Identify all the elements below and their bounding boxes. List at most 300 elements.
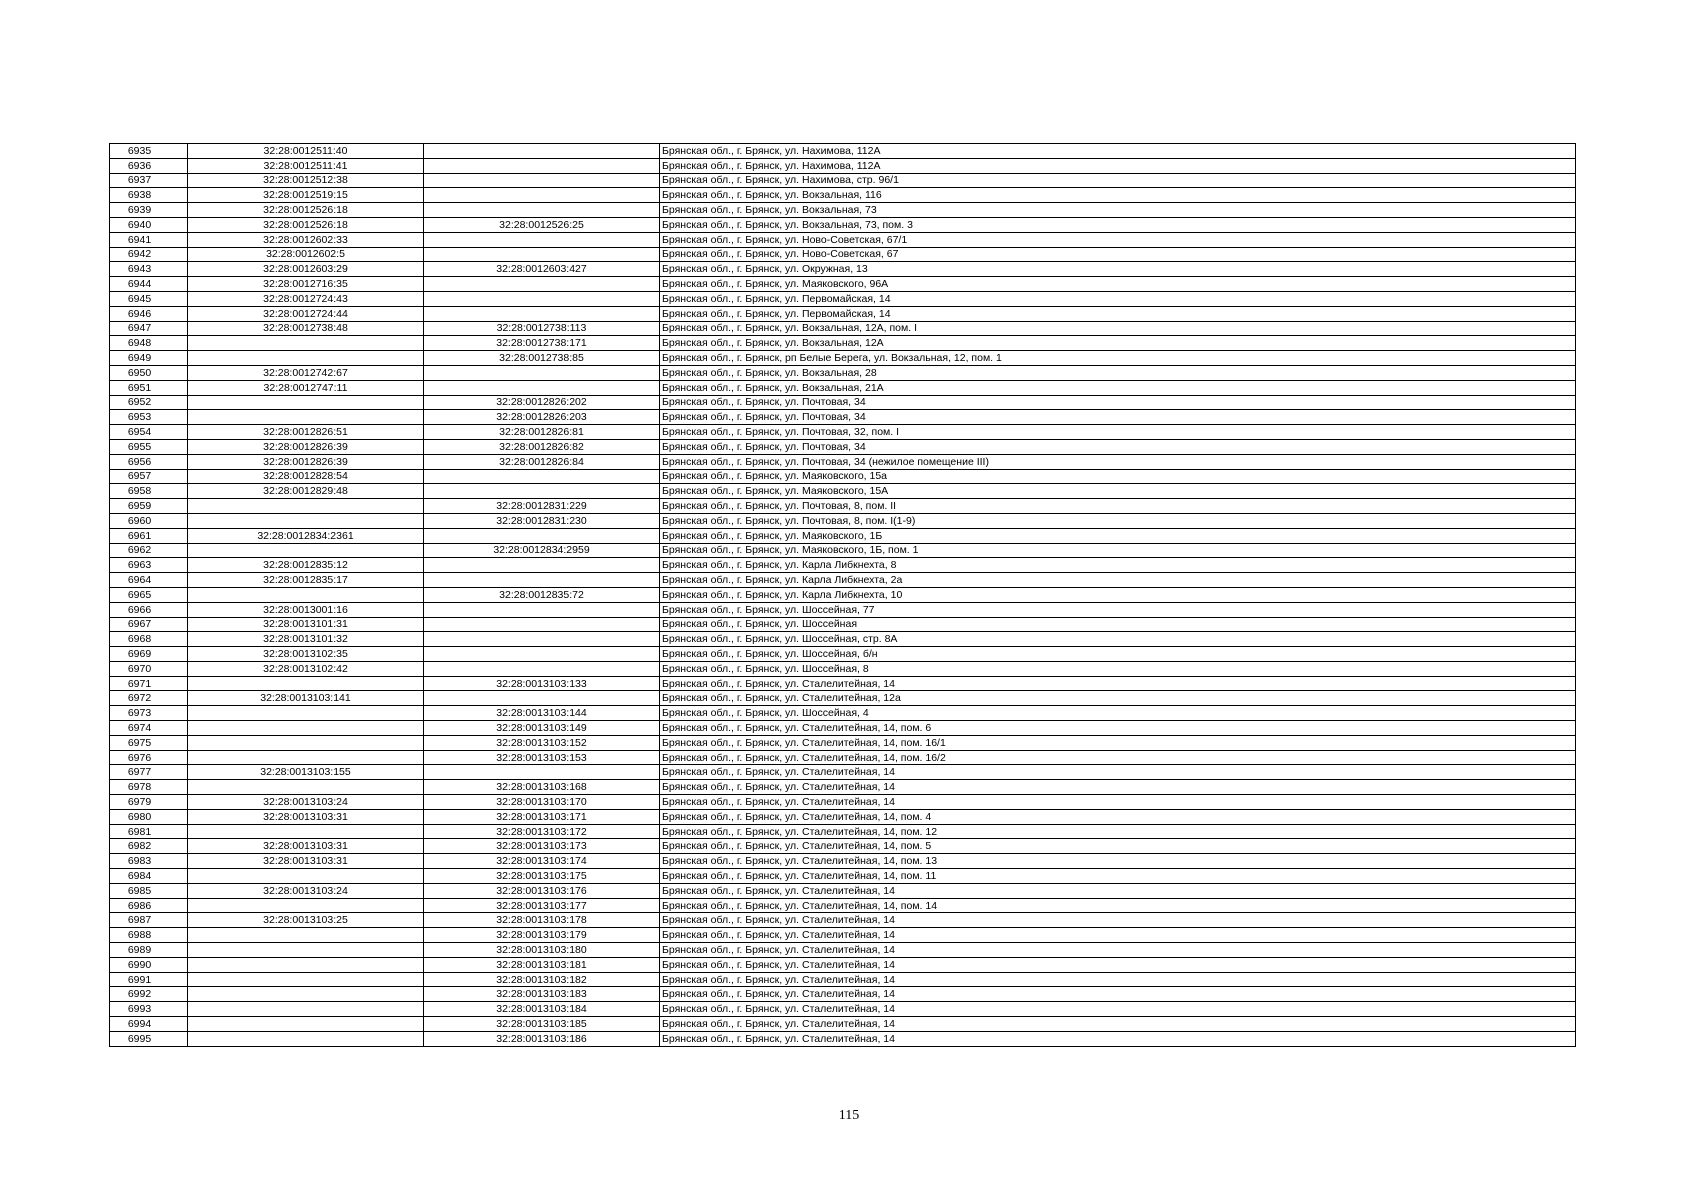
land-plot-cadastral-cell: 32:28:0012602:5 [188,247,424,262]
address-cell: Брянская обл., г. Брянск, ул. Сталелитейная, 14 [660,987,1576,1002]
table-row [110,957,1576,972]
table-row [110,425,1576,440]
object-cadastral-cell: 32:28:0013103:182 [424,972,660,987]
land-plot-cadastral-cell [188,735,424,750]
row-number-cell: 6993 [110,1002,188,1017]
row-number-cell: 6976 [110,750,188,765]
land-plot-cadastral-cell [188,869,424,884]
land-plot-cadastral-cell: 32:28:0012512:38 [188,173,424,188]
land-plot-cadastral-cell: 32:28:0012742:67 [188,365,424,380]
land-plot-cadastral-cell: 32:28:0012724:44 [188,306,424,321]
object-cadastral-cell: 32:28:0013103:180 [424,943,660,958]
table-row [110,795,1576,810]
row-number-cell: 6992 [110,987,188,1002]
row-number-cell: 6973 [110,706,188,721]
row-number-cell: 6946 [110,306,188,321]
address-cell: Брянская обл., г. Брянск, ул. Окружная, 13 [660,262,1576,277]
address-cell: Брянская обл., г. Брянск, ул. Нахимова, 112А [660,144,1576,159]
address-cell: Брянская обл., г. Брянск, ул. Почтовая, 32, пом. I [660,425,1576,440]
row-number-cell: 6979 [110,795,188,810]
register-table [109,143,1576,1047]
row-number-cell: 6969 [110,647,188,662]
address-cell: Брянская обл., г. Брянск, ул. Сталелитейная, 14, пом. 16/2 [660,750,1576,765]
object-cadastral-cell: 32:28:0013103:176 [424,883,660,898]
object-cadastral-cell [424,232,660,247]
table-row [110,277,1576,292]
table-row [110,839,1576,854]
object-cadastral-cell: 32:28:0013103:152 [424,735,660,750]
object-cadastral-cell: 32:28:0012831:229 [424,499,660,514]
row-number-cell: 6935 [110,144,188,159]
row-number-cell: 6971 [110,676,188,691]
row-number-cell: 6995 [110,1031,188,1046]
land-plot-cadastral-cell: 32:28:0012747:11 [188,380,424,395]
row-number-cell: 6940 [110,217,188,232]
land-plot-cadastral-cell [188,1031,424,1046]
object-cadastral-cell [424,469,660,484]
page-number: 115 [838,1108,860,1123]
row-number-cell: 6974 [110,721,188,736]
table-row [110,854,1576,869]
table-row [110,336,1576,351]
table-row [110,188,1576,203]
object-cadastral-cell: 32:28:0013103:184 [424,1002,660,1017]
table-row [110,691,1576,706]
table-row [110,661,1576,676]
object-cadastral-cell: 32:28:0013103:185 [424,1017,660,1032]
table-row [110,469,1576,484]
row-number-cell: 6982 [110,839,188,854]
land-plot-cadastral-cell: 32:28:0012724:43 [188,291,424,306]
table-row [110,528,1576,543]
object-cadastral-cell [424,306,660,321]
table-row [110,573,1576,588]
row-number-cell: 6942 [110,247,188,262]
object-cadastral-cell [424,158,660,173]
row-number-cell: 6938 [110,188,188,203]
object-cadastral-cell [424,528,660,543]
address-cell: Брянская обл., г. Брянск, ул. Шоссейная, стр. 8А [660,632,1576,647]
land-plot-cadastral-cell: 32:28:0013103:24 [188,795,424,810]
row-number-cell: 6983 [110,854,188,869]
table-row [110,173,1576,188]
object-cadastral-cell: 32:28:0013103:149 [424,721,660,736]
row-number-cell: 6956 [110,454,188,469]
table-row [110,735,1576,750]
object-cadastral-cell: 32:28:0013103:144 [424,706,660,721]
object-cadastral-cell: 32:28:0012826:84 [424,454,660,469]
address-cell: Брянская обл., г. Брянск, ул. Сталелитейная, 14 [660,780,1576,795]
land-plot-cadastral-cell [188,898,424,913]
row-number-cell: 6961 [110,528,188,543]
row-number-cell: 6962 [110,543,188,558]
address-cell: Брянская обл., г. Брянск, ул. Сталелитейная, 14, пом. 12 [660,824,1576,839]
row-number-cell: 6958 [110,484,188,499]
address-cell: Брянская обл., г. Брянск, ул. Ново-Советская, 67/1 [660,232,1576,247]
address-cell: Брянская обл., г. Брянск, ул. Сталелитейная, 14 [660,1031,1576,1046]
address-cell: Брянская обл., г. Брянск, ул. Вокзальная, 116 [660,188,1576,203]
row-number-cell: 6994 [110,1017,188,1032]
table-row [110,484,1576,499]
address-cell: Брянская обл., г. Брянск, ул. Первомайская, 14 [660,291,1576,306]
row-number-cell: 6965 [110,587,188,602]
object-cadastral-cell: 32:28:0012738:171 [424,336,660,351]
table-row [110,499,1576,514]
object-cadastral-cell [424,173,660,188]
row-number-cell: 6985 [110,883,188,898]
table-row [110,306,1576,321]
table-row [110,543,1576,558]
land-plot-cadastral-cell: 32:28:0012828:54 [188,469,424,484]
row-number-cell: 6955 [110,439,188,454]
land-plot-cadastral-cell: 32:28:0012835:12 [188,558,424,573]
object-cadastral-cell: 32:28:0012835:72 [424,587,660,602]
land-plot-cadastral-cell: 32:28:0013102:42 [188,661,424,676]
row-number-cell: 6975 [110,735,188,750]
land-plot-cadastral-cell: 32:28:0012738:48 [188,321,424,336]
address-cell: Брянская обл., г. Брянск, ул. Шоссейная, 77 [660,602,1576,617]
address-cell: Брянская обл., г. Брянск, ул. Нахимова, 112А [660,158,1576,173]
land-plot-cadastral-cell: 32:28:0013103:31 [188,839,424,854]
row-number-cell: 6980 [110,809,188,824]
address-cell: Брянская обл., г. Брянск, ул. Сталелитейная, 14, пом. 13 [660,854,1576,869]
row-number-cell: 6945 [110,291,188,306]
table-row [110,410,1576,425]
land-plot-cadastral-cell: 32:28:0012511:41 [188,158,424,173]
table-row [110,706,1576,721]
table-row [110,1017,1576,1032]
address-cell: Брянская обл., г. Брянск, ул. Карла Либкнехта, 10 [660,587,1576,602]
land-plot-cadastral-cell: 32:28:0012826:51 [188,425,424,440]
address-cell: Брянская обл., г. Брянск, ул. Сталелитейная, 14, пом. 4 [660,809,1576,824]
object-cadastral-cell [424,632,660,647]
table-row [110,454,1576,469]
address-cell: Брянская обл., г. Брянск, ул. Шоссейная [660,617,1576,632]
object-cadastral-cell [424,247,660,262]
row-number-cell: 6972 [110,691,188,706]
row-number-cell: 6968 [110,632,188,647]
table-row [110,158,1576,173]
land-plot-cadastral-cell [188,676,424,691]
address-cell: Брянская обл., г. Брянск, ул. Маяковского, 15А [660,484,1576,499]
land-plot-cadastral-cell: 32:28:0012835:17 [188,573,424,588]
object-cadastral-cell: 32:28:0012826:81 [424,425,660,440]
land-plot-cadastral-cell [188,395,424,410]
table-row [110,676,1576,691]
address-cell: Брянская обл., г. Брянск, ул. Ново-Советская, 67 [660,247,1576,262]
table-row [110,632,1576,647]
address-cell: Брянская обл., г. Брянск, ул. Маяковского, 1Б, пом. 1 [660,543,1576,558]
land-plot-cadastral-cell [188,513,424,528]
object-cadastral-cell: 32:28:0012826:202 [424,395,660,410]
table-row [110,824,1576,839]
row-number-cell: 6944 [110,277,188,292]
land-plot-cadastral-cell: 32:28:0013103:24 [188,883,424,898]
table-row [110,647,1576,662]
object-cadastral-cell [424,573,660,588]
land-plot-cadastral-cell [188,410,424,425]
address-cell: Брянская обл., г. Брянск, ул. Вокзальная, 12А, пом. I [660,321,1576,336]
row-number-cell: 6964 [110,573,188,588]
address-cell: Брянская обл., г. Брянск, ул. Сталелитейная, 14 [660,943,1576,958]
row-number-cell: 6951 [110,380,188,395]
object-cadastral-cell [424,380,660,395]
land-plot-cadastral-cell [188,987,424,1002]
land-plot-cadastral-cell [188,824,424,839]
object-cadastral-cell: 32:28:0013103:171 [424,809,660,824]
table-row [110,439,1576,454]
address-cell: Брянская обл., г. Брянск, ул. Сталелитейная, 14, пом. 11 [660,869,1576,884]
land-plot-cadastral-cell [188,780,424,795]
address-cell: Брянская обл., г. Брянск, ул. Сталелитейная, 14 [660,1017,1576,1032]
object-cadastral-cell [424,203,660,218]
address-cell: Брянская обл., г. Брянск, ул. Вокзальная, 73 [660,203,1576,218]
row-number-cell: 6957 [110,469,188,484]
table-row [110,765,1576,780]
object-cadastral-cell [424,647,660,662]
row-number-cell: 6939 [110,203,188,218]
land-plot-cadastral-cell [188,721,424,736]
object-cadastral-cell: 32:28:0013103:170 [424,795,660,810]
land-plot-cadastral-cell [188,706,424,721]
land-plot-cadastral-cell: 32:28:0012826:39 [188,439,424,454]
address-cell: Брянская обл., г. Брянск, ул. Сталелитейная, 14, пом. 5 [660,839,1576,854]
table-row [110,913,1576,928]
address-cell: Брянская обл., г. Брянск, ул. Вокзальная, 73, пом. 3 [660,217,1576,232]
address-cell: Брянская обл., г. Брянск, ул. Сталелитейная, 14, пом. 14 [660,898,1576,913]
object-cadastral-cell: 32:28:0012738:85 [424,351,660,366]
land-plot-cadastral-cell [188,943,424,958]
row-number-cell: 6963 [110,558,188,573]
object-cadastral-cell: 32:28:0012526:25 [424,217,660,232]
table-row [110,1031,1576,1046]
row-number-cell: 6989 [110,943,188,958]
address-cell: Брянская обл., г. Брянск, ул. Почтовая, 34 (нежилое помещение III) [660,454,1576,469]
land-plot-cadastral-cell: 32:28:0012834:2361 [188,528,424,543]
object-cadastral-cell: 32:28:0013103:175 [424,869,660,884]
object-cadastral-cell: 32:28:0013103:186 [424,1031,660,1046]
object-cadastral-cell: 32:28:0013103:168 [424,780,660,795]
object-cadastral-cell: 32:28:0013103:177 [424,898,660,913]
land-plot-cadastral-cell: 32:28:0012519:15 [188,188,424,203]
object-cadastral-cell [424,691,660,706]
object-cadastral-cell [424,484,660,499]
address-cell: Брянская обл., г. Брянск, ул. Сталелитейная, 14 [660,765,1576,780]
row-number-cell: 6959 [110,499,188,514]
address-cell: Брянская обл., г. Брянск, ул. Сталелитейная, 14 [660,1002,1576,1017]
address-cell: Брянская обл., г. Брянск, ул. Почтовая, 8, пом. I(1-9) [660,513,1576,528]
object-cadastral-cell [424,277,660,292]
address-cell: Брянская обл., г. Брянск, ул. Сталелитейная, 14 [660,676,1576,691]
object-cadastral-cell: 32:28:0013103:174 [424,854,660,869]
row-number-cell: 6991 [110,972,188,987]
object-cadastral-cell: 32:28:0013103:181 [424,957,660,972]
land-plot-cadastral-cell: 32:28:0013103:155 [188,765,424,780]
object-cadastral-cell: 32:28:0012834:2959 [424,543,660,558]
table-row [110,217,1576,232]
object-cadastral-cell: 32:28:0013103:173 [424,839,660,854]
row-number-cell: 6960 [110,513,188,528]
row-number-cell: 6986 [110,898,188,913]
row-number-cell: 6978 [110,780,188,795]
object-cadastral-cell: 32:28:0012603:427 [424,262,660,277]
address-cell: Брянская обл., г. Брянск, ул. Шоссейная, б/н [660,647,1576,662]
address-cell: Брянская обл., г. Брянск, ул. Нахимова, стр. 96/1 [660,173,1576,188]
row-number-cell: 6987 [110,913,188,928]
table-row [110,291,1576,306]
address-cell: Брянская обл., г. Брянск, ул. Сталелитейная, 12а [660,691,1576,706]
address-cell: Брянская обл., г. Брянск, ул. Маяковского, 15а [660,469,1576,484]
land-plot-cadastral-cell: 32:28:0013101:31 [188,617,424,632]
address-cell: Брянская обл., г. Брянск, ул. Сталелитейная, 14 [660,972,1576,987]
address-cell: Брянская обл., г. Брянск, ул. Почтовая, 34 [660,410,1576,425]
land-plot-cadastral-cell: 32:28:0012826:39 [188,454,424,469]
table-row [110,750,1576,765]
address-cell: Брянская обл., г. Брянск, ул. Сталелитейная, 14 [660,795,1576,810]
object-cadastral-cell: 32:28:0012738:113 [424,321,660,336]
address-cell: Брянская обл., г. Брянск, ул. Сталелитейная, 14, пом. 6 [660,721,1576,736]
object-cadastral-cell [424,558,660,573]
register-table-body [110,144,1576,1047]
row-number-cell: 6936 [110,158,188,173]
address-cell: Брянская обл., г. Брянск, ул. Карла Либкнехта, 8 [660,558,1576,573]
table-row [110,972,1576,987]
land-plot-cadastral-cell [188,928,424,943]
land-plot-cadastral-cell: 32:28:0012829:48 [188,484,424,499]
address-cell: Брянская обл., г. Брянск, ул. Почтовая, 34 [660,439,1576,454]
table-row [110,943,1576,958]
row-number-cell: 6941 [110,232,188,247]
row-number-cell: 6988 [110,928,188,943]
address-cell: Брянская обл., г. Брянск, ул. Шоссейная, 8 [660,661,1576,676]
row-number-cell: 6966 [110,602,188,617]
land-plot-cadastral-cell: 32:28:0012602:33 [188,232,424,247]
land-plot-cadastral-cell [188,1002,424,1017]
object-cadastral-cell: 32:28:0013103:172 [424,824,660,839]
table-row [110,617,1576,632]
land-plot-cadastral-cell: 32:28:0012526:18 [188,203,424,218]
address-cell: Брянская обл., г. Брянск, ул. Почтовая, 8, пом. II [660,499,1576,514]
table-row [110,987,1576,1002]
address-cell: Брянская обл., г. Брянск, ул. Маяковского, 96А [660,277,1576,292]
address-cell: Брянская обл., г. Брянск, рп Белые Берега, ул. Вокзальная, 12, пом. 1 [660,351,1576,366]
table-row [110,513,1576,528]
row-number-cell: 6967 [110,617,188,632]
address-cell: Брянская обл., г. Брянск, ул. Вокзальная, 12А [660,336,1576,351]
object-cadastral-cell: 32:28:0012826:82 [424,439,660,454]
address-cell: Брянская обл., г. Брянск, ул. Сталелитейная, 14 [660,928,1576,943]
address-cell: Брянская обл., г. Брянск, ул. Сталелитейная, 14 [660,913,1576,928]
address-cell: Брянская обл., г. Брянск, ул. Вокзальная, 28 [660,365,1576,380]
object-cadastral-cell [424,188,660,203]
land-plot-cadastral-cell: 32:28:0013103:25 [188,913,424,928]
object-cadastral-cell [424,291,660,306]
row-number-cell: 6977 [110,765,188,780]
row-number-cell: 6952 [110,395,188,410]
address-cell: Брянская обл., г. Брянск, ул. Шоссейная, 4 [660,706,1576,721]
object-cadastral-cell: 32:28:0013103:153 [424,750,660,765]
land-plot-cadastral-cell [188,543,424,558]
table-row [110,809,1576,824]
object-cadastral-cell [424,602,660,617]
row-number-cell: 6948 [110,336,188,351]
row-number-cell: 6949 [110,351,188,366]
table-row [110,232,1576,247]
land-plot-cadastral-cell [188,499,424,514]
table-row [110,144,1576,159]
table-row [110,380,1576,395]
object-cadastral-cell [424,144,660,159]
address-cell: Брянская обл., г. Брянск, ул. Первомайская, 14 [660,306,1576,321]
row-number-cell: 6947 [110,321,188,336]
table-row [110,721,1576,736]
address-cell: Брянская обл., г. Брянск, ул. Сталелитейная, 14 [660,883,1576,898]
object-cadastral-cell: 32:28:0012831:230 [424,513,660,528]
table-row [110,558,1576,573]
table-row [110,262,1576,277]
table-row [110,247,1576,262]
table-row [110,321,1576,336]
land-plot-cadastral-cell: 32:28:0013103:141 [188,691,424,706]
table-row [110,928,1576,943]
land-plot-cadastral-cell: 32:28:0012716:35 [188,277,424,292]
address-cell: Брянская обл., г. Брянск, ул. Маяковского, 1Б [660,528,1576,543]
land-plot-cadastral-cell [188,1017,424,1032]
land-plot-cadastral-cell [188,351,424,366]
land-plot-cadastral-cell: 32:28:0013103:31 [188,854,424,869]
land-plot-cadastral-cell: 32:28:0012603:29 [188,262,424,277]
table-row [110,602,1576,617]
land-plot-cadastral-cell [188,587,424,602]
table-row [110,203,1576,218]
address-cell: Брянская обл., г. Брянск, ул. Вокзальная, 21А [660,380,1576,395]
address-cell: Брянская обл., г. Брянск, ул. Сталелитейная, 14, пом. 16/1 [660,735,1576,750]
table-row [110,883,1576,898]
row-number-cell: 6950 [110,365,188,380]
land-plot-cadastral-cell: 32:28:0012511:40 [188,144,424,159]
address-cell: Брянская обл., г. Брянск, ул. Сталелитейная, 14 [660,957,1576,972]
land-plot-cadastral-cell [188,972,424,987]
table-row [110,587,1576,602]
land-plot-cadastral-cell [188,336,424,351]
object-cadastral-cell: 32:28:0013103:133 [424,676,660,691]
land-plot-cadastral-cell [188,750,424,765]
table-row [110,365,1576,380]
table-row [110,351,1576,366]
object-cadastral-cell: 32:28:0013103:178 [424,913,660,928]
row-number-cell: 6943 [110,262,188,277]
land-plot-cadastral-cell: 32:28:0013103:31 [188,809,424,824]
address-cell: Брянская обл., г. Брянск, ул. Почтовая, 34 [660,395,1576,410]
object-cadastral-cell [424,765,660,780]
table-row [110,1002,1576,1017]
land-plot-cadastral-cell: 32:28:0012526:18 [188,217,424,232]
land-plot-cadastral-cell: 32:28:0013001:16 [188,602,424,617]
row-number-cell: 6990 [110,957,188,972]
row-number-cell: 6953 [110,410,188,425]
table-row [110,780,1576,795]
object-cadastral-cell: 32:28:0012826:203 [424,410,660,425]
row-number-cell: 6981 [110,824,188,839]
object-cadastral-cell: 32:28:0013103:183 [424,987,660,1002]
object-cadastral-cell [424,661,660,676]
land-plot-cadastral-cell: 32:28:0013101:32 [188,632,424,647]
object-cadastral-cell [424,365,660,380]
row-number-cell: 6984 [110,869,188,884]
table-row [110,869,1576,884]
object-cadastral-cell: 32:28:0013103:179 [424,928,660,943]
row-number-cell: 6937 [110,173,188,188]
